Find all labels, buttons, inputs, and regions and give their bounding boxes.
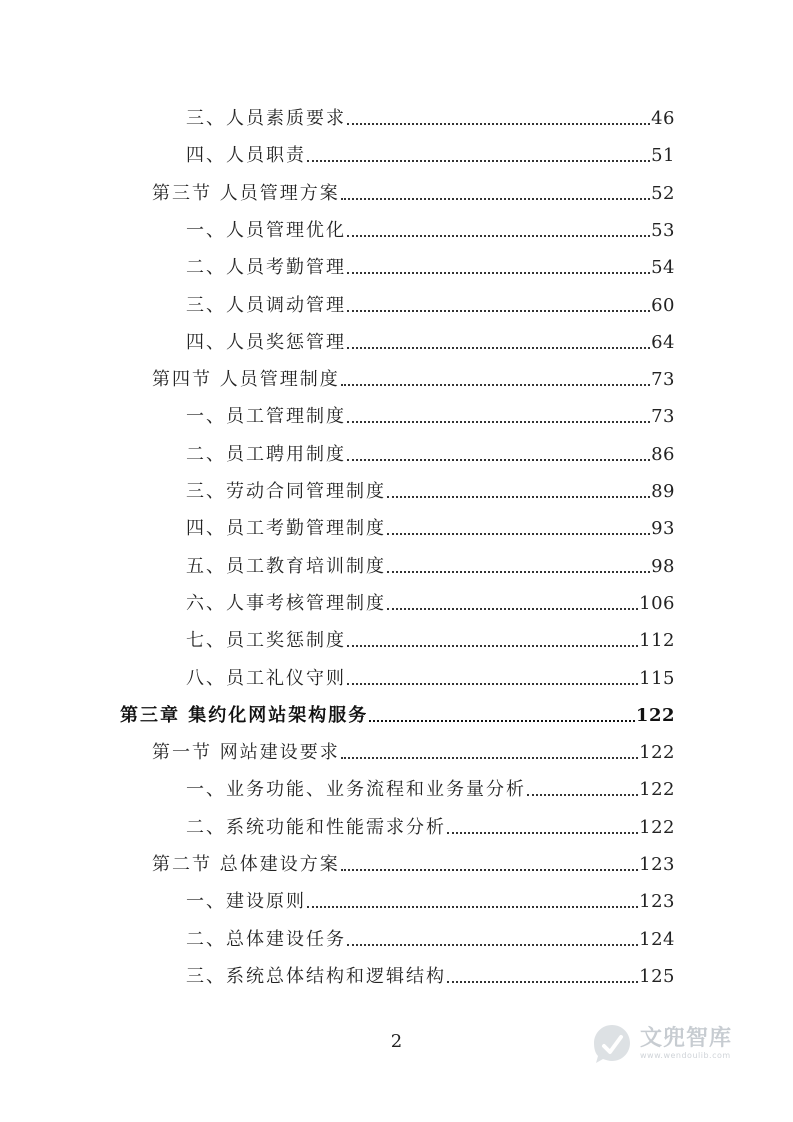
toc-entry-label: 第二节 总体建设方案	[152, 854, 340, 875]
toc-dot-leader	[347, 100, 650, 137]
toc-entry-page: 122	[639, 742, 675, 764]
toc-entry-page: 122	[639, 779, 675, 801]
toc-entry-page: 52	[651, 182, 675, 204]
toc-entry-page: 53	[651, 219, 675, 241]
toc-entry-label: 二、总体建设任务	[186, 928, 346, 950]
toc-dot-leader	[341, 846, 638, 883]
toc-section-entry[interactable]	[152, 734, 675, 771]
toc-entry-page: 122	[639, 816, 675, 838]
toc-dot-leader	[347, 921, 638, 958]
toc-subsection-entry[interactable]	[186, 473, 675, 510]
toc-entry-label: 三、系统总体结构和逻辑结构	[186, 965, 446, 987]
toc-dot-leader	[347, 660, 638, 697]
toc-dot-leader	[387, 473, 650, 510]
toc-subsection-entry[interactable]	[186, 883, 675, 920]
toc-entry-label: 四、人员奖惩管理	[186, 331, 346, 353]
toc-dot-leader	[307, 137, 650, 174]
toc-entry-page: 86	[651, 443, 675, 465]
toc-dot-leader	[347, 324, 650, 361]
toc-entry-label: 六、人事考核管理制度	[186, 592, 386, 614]
toc-subsection-entry[interactable]	[186, 548, 675, 585]
toc-entry-page: 54	[651, 257, 675, 279]
toc-entry-page: 89	[651, 481, 675, 502]
toc-subsection-entry[interactable]	[186, 921, 675, 958]
toc-entry-label: 七、员工奖惩制度	[186, 630, 346, 652]
toc-subsection-entry[interactable]	[186, 249, 675, 286]
watermark-name: 文兜智库	[640, 1026, 733, 1051]
toc-dot-leader	[347, 287, 650, 324]
page-number: 2	[390, 1031, 403, 1052]
toc-entry-page: 123	[639, 891, 675, 913]
toc-section-entry[interactable]	[152, 361, 675, 398]
watermark-logo	[590, 1014, 760, 1074]
toc-entry-label: 一、员工管理制度	[186, 406, 346, 428]
toc-entry-label: 四、员工考勤管理制度	[186, 518, 386, 540]
toc-entry-label: 第三节 人员管理方案	[152, 182, 340, 204]
watermark-url: www.wendoulib.com	[640, 1051, 731, 1060]
toc-subsection-entry[interactable]	[186, 510, 675, 547]
toc-dot-leader	[307, 883, 638, 920]
toc-subsection-entry[interactable]	[186, 809, 675, 846]
toc-entry-page: 125	[639, 965, 675, 987]
toc-chapter-entry[interactable]	[120, 697, 675, 734]
toc-entry-page: 98	[651, 555, 675, 577]
toc-dot-leader	[387, 585, 638, 622]
toc-entry-page: 115	[639, 667, 675, 689]
toc-dot-leader	[341, 175, 650, 212]
toc-entry-label: 三、人员调动管理	[186, 294, 346, 316]
toc-dot-leader	[527, 771, 638, 808]
toc-entry-page: 60	[651, 294, 675, 316]
toc-dot-leader	[347, 398, 650, 435]
toc-dot-leader	[341, 734, 638, 771]
toc-entry-label: 五、员工教育培训制度	[186, 555, 386, 577]
toc-entry-label: 一、业务功能、业务流程和业务量分析	[186, 779, 526, 801]
toc-entry-page: 51	[651, 145, 675, 167]
toc-entry-label: 一、人员管理优化	[186, 219, 346, 241]
toc-subsection-entry[interactable]	[186, 622, 675, 659]
toc-entry-page: 73	[651, 406, 675, 428]
toc-section-entry[interactable]	[152, 846, 675, 883]
toc-subsection-entry[interactable]	[186, 585, 675, 622]
toc-entry-label: 二、员工聘用制度	[186, 443, 346, 465]
toc-subsection-entry[interactable]	[186, 287, 675, 324]
toc-entry-label: 四、人员职责	[186, 145, 306, 167]
toc-entry-page: 106	[639, 592, 675, 614]
toc-entry-label: 八、员工礼仪守则	[186, 667, 346, 689]
toc-subsection-entry[interactable]	[186, 398, 675, 435]
toc-dot-leader	[347, 212, 650, 249]
toc-dot-leader	[347, 249, 650, 286]
toc-entry-label: 第一节 网站建设要求	[152, 742, 340, 764]
toc-dot-leader	[447, 958, 638, 995]
toc-subsection-entry[interactable]	[186, 958, 675, 995]
toc-dot-leader	[387, 510, 650, 547]
toc-dot-leader	[369, 697, 635, 734]
toc-dot-leader	[447, 809, 638, 846]
toc-entry-label: 二、人员考勤管理	[186, 257, 346, 279]
toc-entry-label: 一、建设原则	[186, 891, 306, 913]
toc-entry-label: 三、劳动合同管理制度	[186, 481, 386, 502]
toc-subsection-entry[interactable]	[186, 660, 675, 697]
toc-entry-page: 93	[651, 518, 675, 540]
toc-entry-page: 46	[651, 108, 675, 129]
toc-dot-leader	[387, 548, 650, 585]
toc-subsection-entry[interactable]	[186, 212, 675, 249]
toc-entry-page: 122	[635, 704, 675, 726]
toc-entry-label: 第三章 集约化网站架构服务	[120, 704, 369, 726]
toc-entry-page: 123	[639, 854, 675, 875]
toc-entry-page: 73	[651, 369, 675, 391]
toc-entry-label: 三、人员素质要求	[186, 108, 346, 129]
toc-subsection-entry[interactable]	[186, 137, 675, 174]
toc-entry-label: 二、系统功能和性能需求分析	[186, 816, 446, 838]
toc-entry-page: 64	[651, 331, 675, 353]
toc-subsection-entry[interactable]	[186, 100, 675, 137]
toc-subsection-entry[interactable]	[186, 771, 675, 808]
toc-subsection-entry[interactable]	[186, 436, 675, 473]
wendou-logo-icon	[590, 1022, 634, 1066]
toc-dot-leader	[347, 622, 638, 659]
toc-subsection-entry[interactable]	[186, 324, 675, 361]
toc-entry-page: 124	[639, 928, 675, 950]
toc-section-entry[interactable]	[152, 175, 675, 212]
toc-dot-leader	[347, 436, 650, 473]
toc-entry-page: 112	[639, 630, 675, 652]
toc-dot-leader	[341, 361, 650, 398]
toc-entry-label: 第四节 人员管理制度	[152, 369, 340, 391]
